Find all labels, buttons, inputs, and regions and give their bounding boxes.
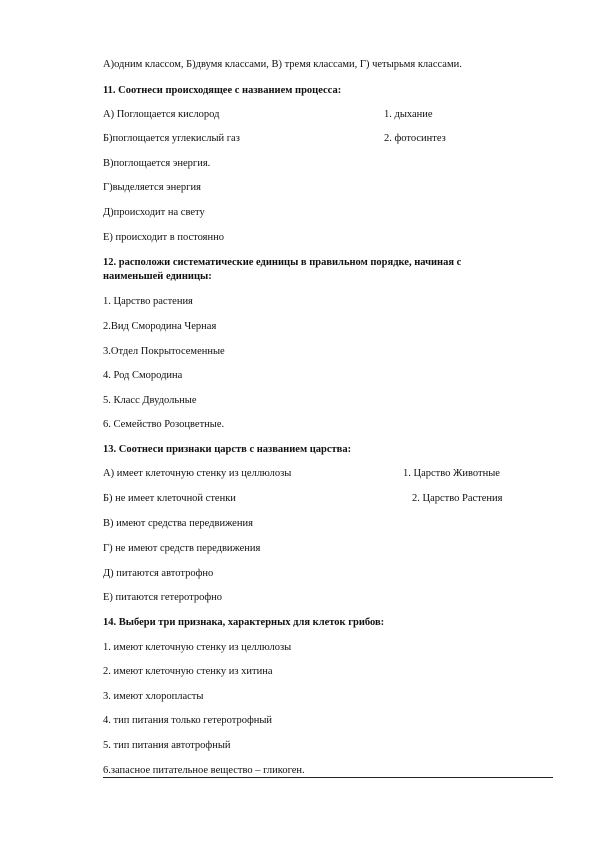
q11-item-g: Г)выделяется энергия bbox=[103, 182, 201, 193]
q12-heading-line1: 12. расположи систематические единицы в правильном порядке, начиная с bbox=[103, 257, 462, 268]
bottom-divider bbox=[103, 777, 553, 778]
q13-item-v: В) имеют средства передвижения bbox=[103, 518, 253, 529]
q11-process-1: 1. дыхание bbox=[384, 109, 433, 120]
q11-item-v: В)поглощается энергия. bbox=[103, 158, 211, 169]
q14-item-5: 5. тип питания автотрофный bbox=[103, 740, 231, 751]
q13-heading: 13. Соотнеси признаки царств с названием царства: bbox=[103, 444, 352, 455]
q11-process-2: 2. фотосинтез bbox=[384, 133, 446, 144]
q11-heading: 11. Соотнеси происходящее с названием процесса: bbox=[103, 85, 342, 96]
q14-heading: 14. Выбери три признака, характерных для клеток грибов: bbox=[103, 617, 385, 628]
q14-item-2: 2. имеют клеточную стенку из хитина bbox=[103, 666, 273, 677]
q13-item-g: Г) не имеют средств передвижения bbox=[103, 543, 261, 554]
q11-item-e: Е) происходит в постоянно bbox=[103, 232, 224, 243]
q12-item-3: 3.Отдел Покрытосеменные bbox=[103, 346, 225, 357]
q13-item-d: Д) питаются автотрофно bbox=[103, 568, 214, 579]
q13-kingdom-2: 2. Царство Растения bbox=[412, 493, 503, 504]
q12-item-2: 2.Вид Смородина Черная bbox=[103, 321, 217, 332]
q14-item-4: 4. тип питания только гетеротрофный bbox=[103, 715, 273, 726]
q14-item-1: 1. имеют клеточную стенку из целлюлозы bbox=[103, 642, 292, 653]
q13-item-b: Б) не имеет клеточной стенки bbox=[103, 493, 236, 504]
q11-item-a: А) Поглощается кислород bbox=[103, 109, 220, 120]
q13-item-a: А) имеет клеточную стенку из целлюлозы bbox=[103, 468, 292, 479]
q10-answer-options: А)одним классом, Б)двумя классами, В) тремя классами, Г) четырьмя классами. bbox=[103, 59, 462, 70]
q11-item-b: Б)поглощается углекислый газ bbox=[103, 133, 240, 144]
q14-item-6: 6.запасное питательное вещество – гликоген. bbox=[103, 765, 305, 776]
q13-kingdom-1: 1. Царство Животные bbox=[403, 468, 500, 479]
q14-item-3: 3. имеют хлоропласты bbox=[103, 691, 204, 702]
q12-item-6: 6. Семейство Розоцветные. bbox=[103, 419, 225, 430]
q13-item-e: Е) питаются гетеротрофно bbox=[103, 592, 223, 603]
q12-item-5: 5. Класс Двудольные bbox=[103, 395, 197, 406]
q12-heading-line2: наименьшей единицы: bbox=[103, 271, 212, 282]
q11-item-d: Д)происходит на свету bbox=[103, 207, 205, 218]
q12-item-1: 1. Царство растения bbox=[103, 296, 193, 307]
q12-item-4: 4. Род Смородина bbox=[103, 370, 183, 381]
